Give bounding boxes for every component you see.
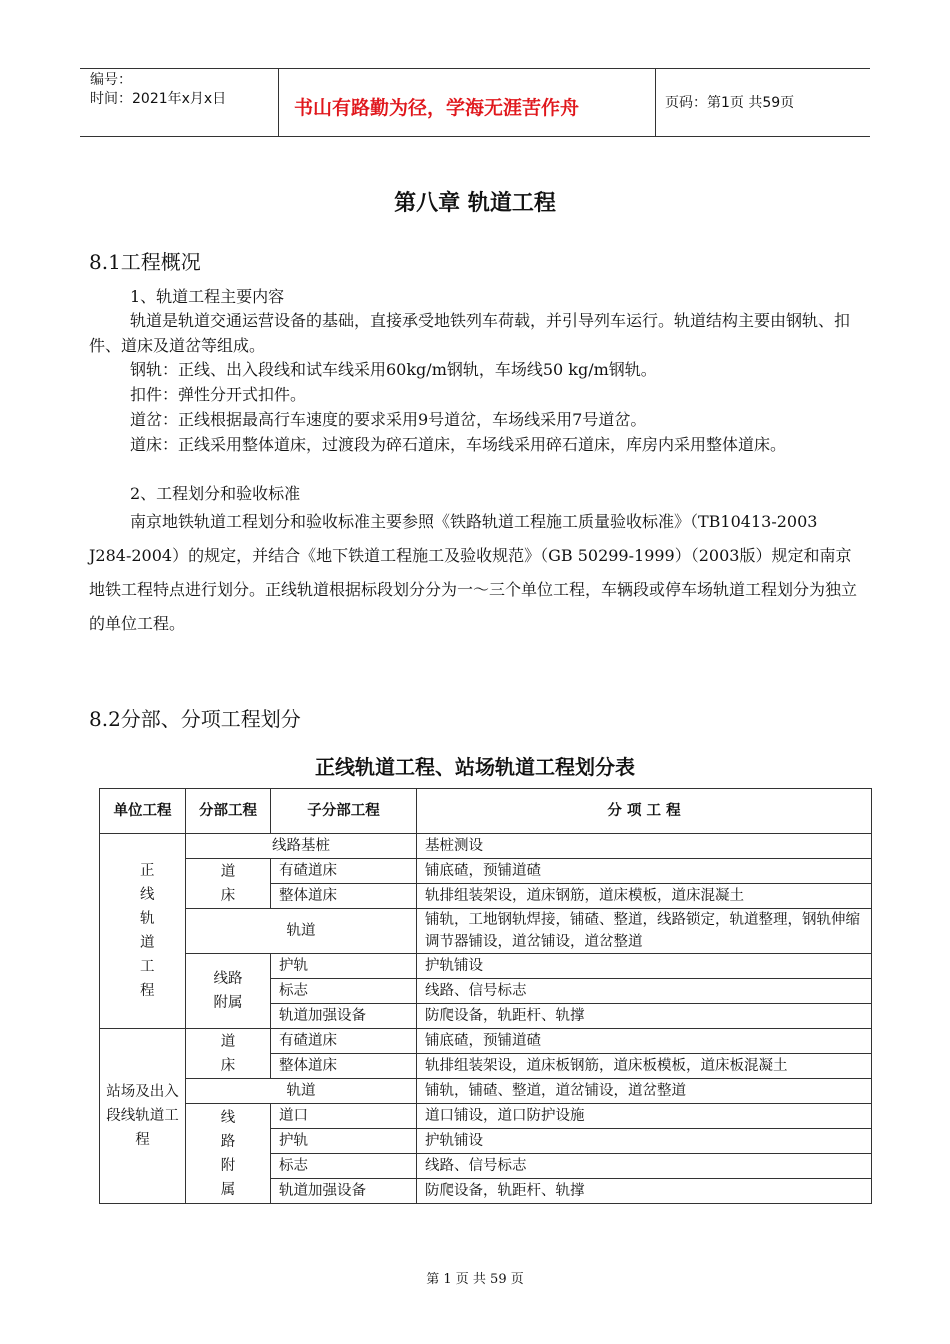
chapter-title: 第八章 轨道工程 xyxy=(394,191,556,216)
header-subdivision: 子分部工程 xyxy=(271,789,417,834)
division-attachments: 线路附属 xyxy=(186,1104,271,1204)
header-divider-right xyxy=(655,68,656,136)
cell-subdivision: 轨道加强设备 xyxy=(271,1004,417,1029)
cell-subdivision: 标志 xyxy=(271,979,417,1004)
cell-item: 铺轨，铺碴、整道，道岔铺设，道岔整道 xyxy=(417,1079,872,1104)
cell-item: 铺底碴，预铺道碴 xyxy=(417,859,872,884)
header-motto: 书山有路勤为径，学海无涯苦作舟 xyxy=(294,97,580,119)
table-row xyxy=(100,954,872,979)
cell-item: 线路、信号标志 xyxy=(417,979,872,1004)
table-title: 正线轨道工程、站场轨道工程划分表 xyxy=(315,755,635,779)
cell-subdivision: 有碴道床 xyxy=(271,859,417,884)
cell-item: 护轨铺设 xyxy=(417,954,872,979)
cell-item: 轨排组装架设，道床钢筋，道床模板，道床混凝土 xyxy=(417,884,872,909)
header-unit: 单位工程 xyxy=(100,789,186,834)
division-bed: 道床 xyxy=(186,1029,271,1079)
division-table xyxy=(99,788,872,1204)
item1-title: 1、轨道工程主要内容 xyxy=(130,287,285,306)
cell-subdivision: 有碴道床 xyxy=(271,1029,417,1054)
cell-item: 护轨铺设 xyxy=(417,1129,872,1154)
paragraph-standards: 南京地铁轨道工程划分和验收标准主要参照《铁路轨道工程施工质量验收标准》（TB10413-2003 J284-2004）的规定，并结合《地下铁道工程施工及验收规范》（GB 50299-1999）（2003版）规定和南京地铁工程特点进行划分。正线轨道根据标段划分分为一～三个单位工程，车辆段或停车场轨道工程划分为独立的单位工程。 xyxy=(89,512,858,633)
cell-item: 道口铺设，道口防护设施 xyxy=(417,1104,872,1129)
table-header-row xyxy=(100,789,872,834)
section-8-2-heading: 8.2分部、分项工程划分 xyxy=(89,707,301,731)
cell-subdivision: 标志 xyxy=(271,1154,417,1179)
cell-item: 防爬设备，轨距杆、轨撑 xyxy=(417,1179,872,1204)
header-divider-left xyxy=(278,68,279,136)
table-row xyxy=(100,859,872,884)
cell-subdivision: 整体道床 xyxy=(271,1054,417,1079)
cell-subdivision: 轨道加强设备 xyxy=(271,1179,417,1204)
header-bottom-rule xyxy=(80,136,870,137)
table-row xyxy=(100,909,872,954)
paragraph-rail: 钢轨：正线、出入段线和试车线采用60kg/m钢轨，车场线50 kg/m钢轨。 xyxy=(130,360,657,379)
unit-depot: 站场及出入段线轨道工程 xyxy=(100,1029,186,1204)
section-8-1-heading: 8.1工程概况 xyxy=(89,250,201,274)
cell-item: 防爬设备，轨距杆、轨撑 xyxy=(417,1004,872,1029)
header-time-label: 时间：2021年x月x日 xyxy=(90,91,227,107)
table-row xyxy=(100,834,872,859)
division-track: 轨道 xyxy=(186,909,417,954)
cell-item: 轨排组装架设，道床板钢筋，道床板模板，道床板混凝土 xyxy=(417,1054,872,1079)
paragraph-switch: 道岔：正线根据最高行车速度的要求采用9号道岔，车场线采用7号道岔。 xyxy=(130,410,647,429)
cell-subdivision: 护轨 xyxy=(271,1129,417,1154)
header-division: 分部工程 xyxy=(186,789,271,834)
cell-item: 基桩测设 xyxy=(417,834,872,859)
cell-item: 线路、信号标志 xyxy=(417,1154,872,1179)
paragraph-fastener: 扣件：弹性分开式扣件。 xyxy=(130,385,307,404)
table-row xyxy=(100,1079,872,1104)
cell-item: 铺底碴，预铺道碴 xyxy=(417,1029,872,1054)
header-page-info: 页码：第1页 共59页 xyxy=(665,95,795,111)
table-row xyxy=(100,1029,872,1054)
cell-subdivision: 道口 xyxy=(271,1104,417,1129)
division-attachments: 线路附属 xyxy=(186,954,271,1029)
header-item: 分 项 工 程 xyxy=(417,789,872,834)
cell-subdivision: 线路基桩 xyxy=(186,834,417,859)
paragraph-track-bed: 道床：正线采用整体道床，过渡段为碎石道床，车场线采用碎石道床，库房内采用整体道床。 xyxy=(130,435,787,454)
page-footer: 第 1 页 共 59 页 xyxy=(426,1272,524,1287)
cell-item: 铺轨，工地钢轨焊接，铺碴、整道，线路锁定，轨道整理，钢轨伸缩调节器铺设，道岔铺设，道岔整道 xyxy=(417,909,872,954)
header-top-rule xyxy=(80,68,870,69)
paragraph-overview: 轨道是轨道交通运营设备的基础，直接承受地铁列车荷载，并引导列车运行。轨道结构主要由钢轨、扣件、道床及道岔等组成。 xyxy=(89,311,851,355)
header-number-label: 编号： xyxy=(90,72,132,88)
cell-subdivision: 护轨 xyxy=(271,954,417,979)
item2-title: 2、工程划分和验收标准 xyxy=(130,484,301,503)
division-bed: 道床 xyxy=(186,859,271,909)
cell-subdivision: 整体道床 xyxy=(271,884,417,909)
division-track: 轨道 xyxy=(186,1079,417,1104)
table-row xyxy=(100,1104,872,1129)
unit-mainline: 正线轨道工程 xyxy=(100,834,186,1029)
